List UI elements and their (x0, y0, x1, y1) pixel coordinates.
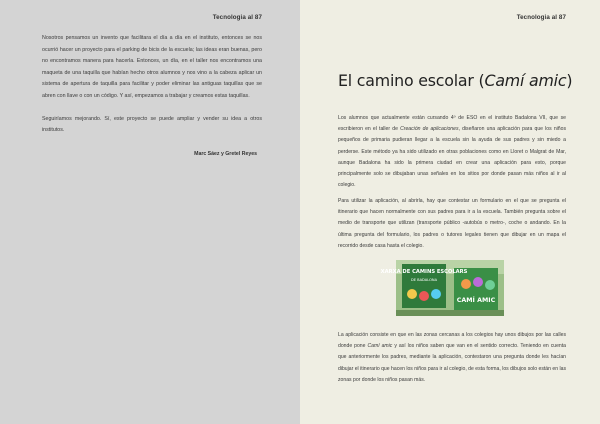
article-paragraph-3 (338, 330, 566, 386)
italic-run: Creación de aplicaciones (400, 126, 459, 133)
right-page (300, 0, 600, 424)
text-run: La aplicación consiste en que en las zonas cercanas a los colegios hay unos dibujos por las calles donde pone (338, 332, 566, 350)
article-title (338, 71, 573, 90)
title-prefix: El camino escolar ( (338, 71, 485, 90)
author-signature: Marc Sáez y Gretel Reyes (194, 151, 257, 157)
paragraph: Nosotros pensamos un invento que facilitara el día a día en el instituto, entonces se nos ocurrió hacer un proyecto para el parking de bicis de la escuela; las ideas eran buenas, pero no encontramos manera para hacerla. Entonces, un día, en el taller nos encontramos una maqueta de una taquilla que habían hecho otros alumnos y nos vino a la cabeza aplicar un sistema de apertura de taquilla para facilitar y poder eliminar las antiguas taquillas que se abren con llave o con un código. Y así, empezamos a trabajar y creamos estas taquillas. (42, 35, 262, 99)
paragraph (338, 113, 566, 191)
banner-left-sub: DE BADALONA (410, 278, 438, 282)
italic-run: Camí amic (367, 343, 393, 350)
text-run: y así los niños saben que van en el sentido correcto. Teniendo en cuenta que anteriormente los padres, mediante la aplicación, contestaron una pregunta donde les hacían dibujar el itinerario que hacen los niños para ir al colegio, de esta forma, los dibujos solo están en las zonas por donde los niños pasan más. (338, 343, 567, 383)
article-paragraph-1 (338, 113, 566, 191)
paragraph: Seguiríamos mejorando. Sí, este proyecto se puede ampliar y vender su idea a otros institutos. (42, 115, 262, 134)
banner-left-text: XARXA DE CAMINS ESCOLARS (380, 269, 468, 275)
article-paragraph-2: Para utilizar la aplicación, al abrirla, hay que contestar un formulario en el que se pregunta el itinerario que hacen normalmente con sus padres para ir a la escuela. También pregunta sobre el medio de transporte que utilizan (transporte público -autobús o metro-, coche o andando. En la última pregunta del formulario, los padres o tutores legales tienen que dibujar en un mapa el recorrido desde casa hasta el colegio. (338, 198, 566, 249)
title-italic: Camí amic (484, 71, 567, 90)
article-body (42, 33, 262, 137)
title-suffix: ) (566, 71, 573, 90)
text-run: , diseñaron una aplicación para que los niños pequeños de primaria pudieran llegar a la escuela sin la ayuda de sus padres y sin miedo a perderse. Este método ya ha sido utilizado en otras poblaciones como en Lloret o Malgrat de Mar, aunque Badalona ha sido la primera ciudad en crear una aplicación para esto, porque principalmente solo se dibujaban unas señales en los sitios por donde pasan más niños al ir al colegio. (338, 126, 567, 189)
text-run: Los alumnos que actualmente están cursando 4º de ESO en el instituto Badalona VII, que se escribieron en el taller de (338, 115, 566, 133)
photo-illustration (380, 260, 504, 316)
page-header: Tecnologia al 87 (516, 14, 566, 21)
page-header: Tecnologia al 87 (212, 14, 262, 21)
school-route-photo (380, 260, 504, 316)
banner-right-text: CAMÍ AMIC (456, 297, 496, 304)
